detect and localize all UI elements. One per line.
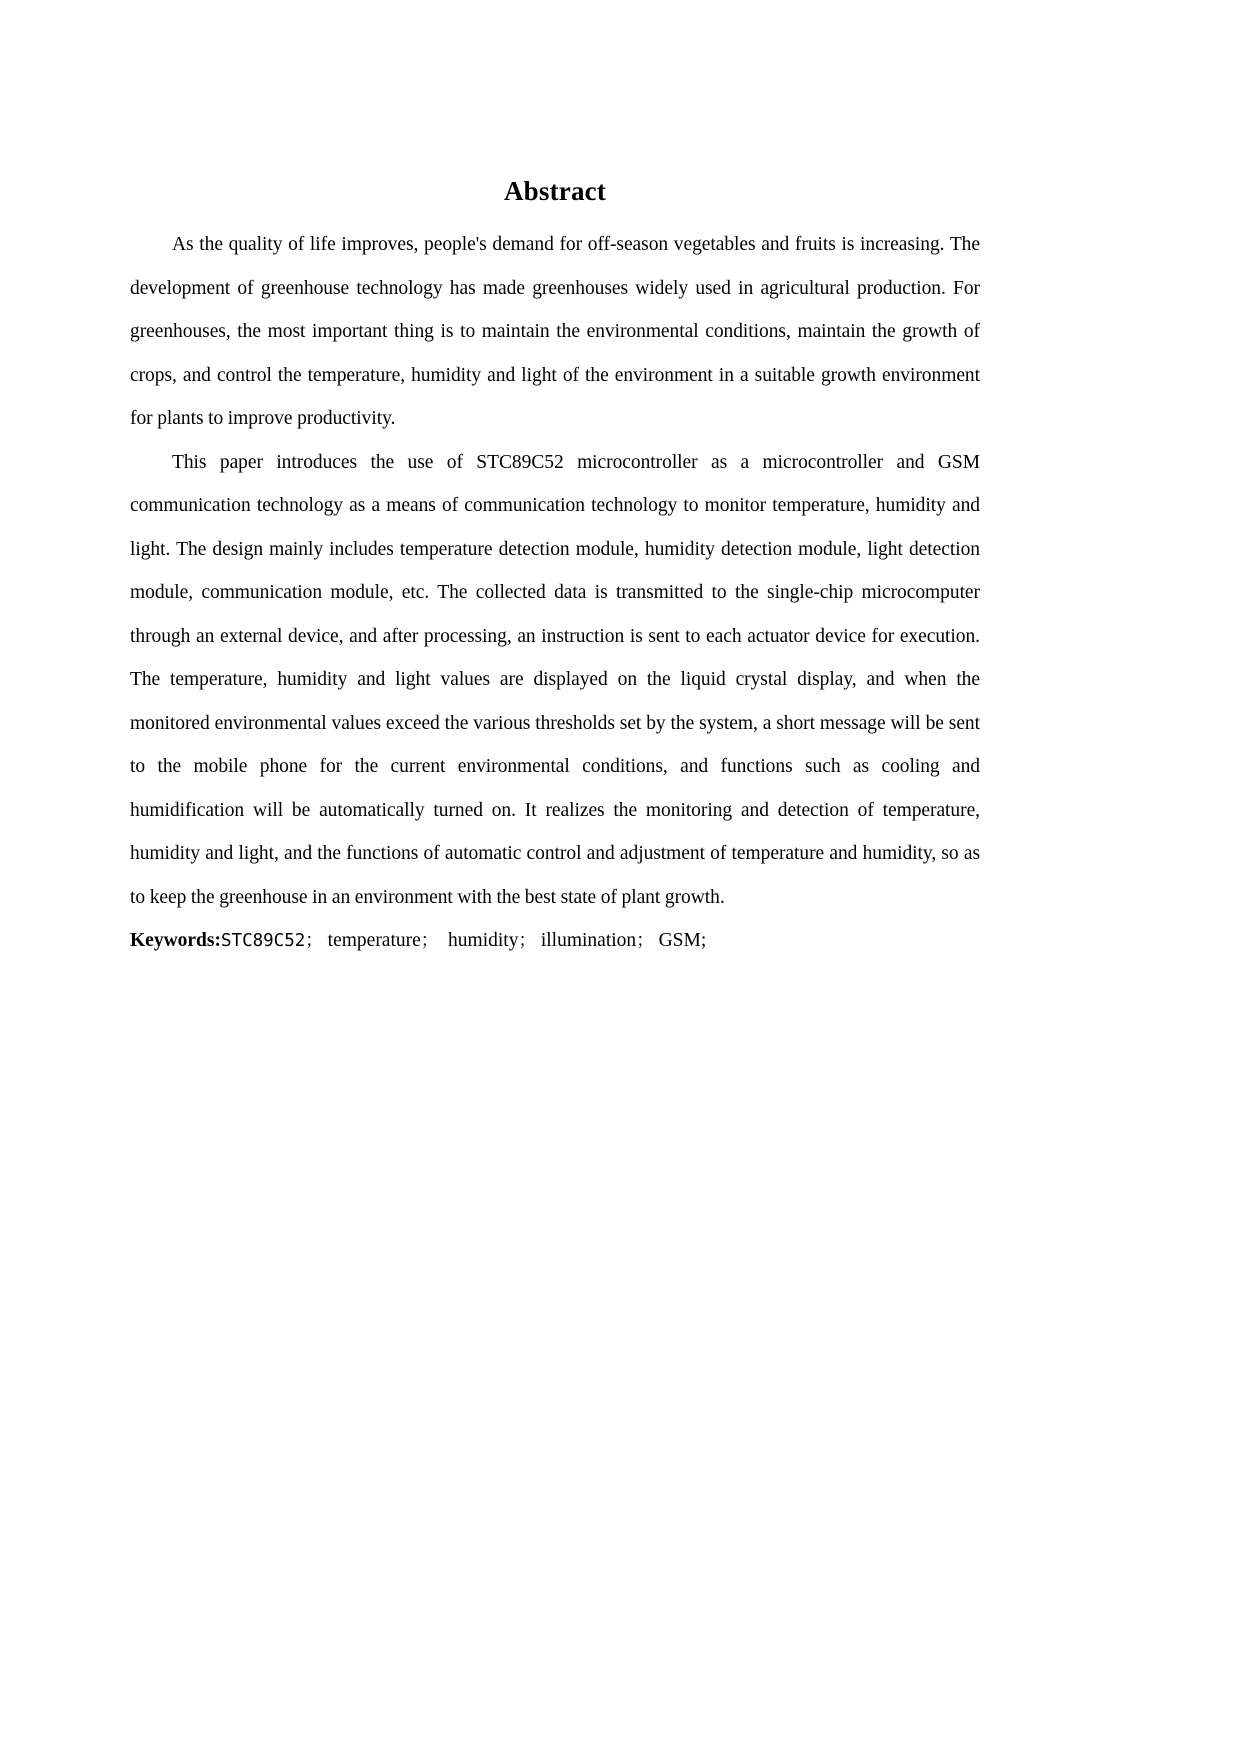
keyword-code-term: STC89C52 [221, 931, 306, 952]
keywords-line [130, 919, 980, 964]
abstract-content [130, 175, 980, 964]
keyword-term-4: GSM [658, 930, 701, 952]
keyword-term-2: humidity [448, 930, 519, 952]
page-title: Abstract [503, 176, 607, 206]
keyword-separator-2: ； [420, 931, 439, 952]
keywords-trailing-punctuation: ; [700, 930, 707, 952]
keyword-separator-3: ； [518, 931, 536, 952]
keyword-term-1: temperature [327, 930, 421, 952]
keyword-separator-1: ； [305, 931, 323, 952]
keyword-separator-4: ； [636, 931, 654, 952]
keyword-term-3: illumination [540, 930, 637, 952]
keywords-label: Keywords: [130, 930, 221, 952]
abstract-paragraph-2: This paper introduces the use of STC89C52 microcontroller as a microcontroller and GSM communication technology as a means of communication technology to monitor temperature, humidity and light. The design mainly includes temperature detection module, humidity detection module, light detection module, communication module, etc. The collected data is transmitted to the single-chip microcomputer through an external device, and after processing, an instruction is sent to each actuator device for execution. The temperature, humidity and light values are displayed on the liquid crystal display, and when the monitored environmental values exceed the various thresholds set by the system, a short message will be sent to the mobile phone for the current environmental conditions, and functions such as cooling and humidification will be automatically turned on. It realizes the monitoring and detection of temperature, humidity and light, and the functions of automatic control and adjustment of temperature and humidity, so as to keep the greenhouse in an environment with the best state of plant growth. [130, 451, 980, 908]
abstract-paragraph-1: As the quality of life improves, people's demand for off-season vegetables and fruits is increasing. The development of greenhouse technology has made greenhouses widely used in agricultural production. For greenhouses, the most important thing is to maintain the environmental conditions, maintain the growth of crops, and control the temperature, humidity and light of the environment in a suitable growth environment for plants to improve productivity. [130, 234, 980, 430]
